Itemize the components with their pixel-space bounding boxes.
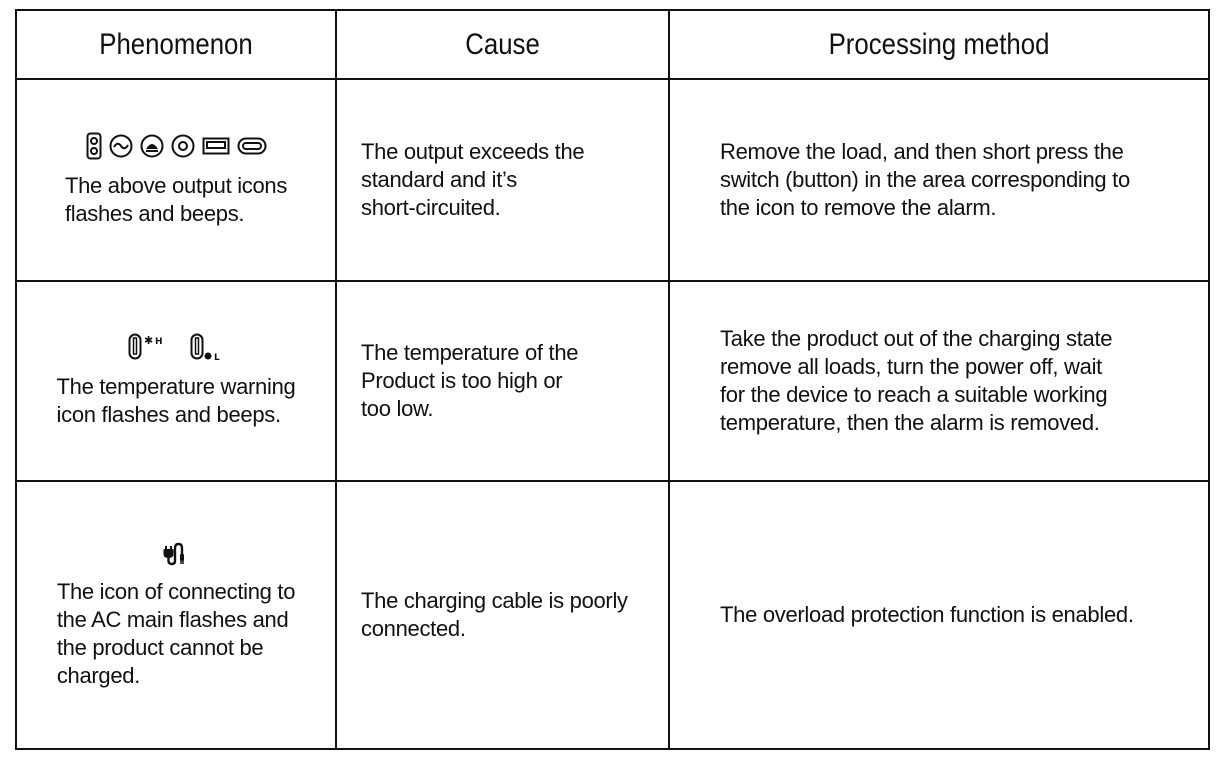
dc-round-port-icon bbox=[171, 134, 195, 158]
text-line: Remove the load, and then short press the bbox=[720, 139, 1124, 164]
text-line: The icon of connecting to bbox=[56, 579, 296, 604]
table-row bbox=[16, 481, 1209, 749]
usb-c-icon bbox=[237, 137, 267, 155]
phenomenon-text bbox=[57, 373, 296, 429]
processing-method-cell bbox=[669, 481, 1209, 749]
text-line: The temperature warning bbox=[56, 374, 296, 399]
text-line: flashes and beeps. bbox=[64, 201, 245, 226]
ac-outlet-icon bbox=[109, 134, 133, 158]
text-line: connected. bbox=[361, 616, 466, 641]
phenomenon-text bbox=[65, 172, 287, 228]
header-cause: Cause bbox=[359, 10, 645, 79]
text-line: short-circuited. bbox=[361, 195, 501, 220]
text-line: The charging cable is poorly bbox=[361, 588, 628, 613]
text-line: The overload protection function is enabled. bbox=[720, 602, 1134, 627]
high-label: H bbox=[155, 337, 163, 347]
text-line: Take the product out of the charging state bbox=[720, 326, 1113, 351]
cause-cell bbox=[336, 79, 669, 281]
text-line: switch (button) in the area corresponding to bbox=[720, 167, 1130, 192]
dc-socket-icon bbox=[86, 132, 102, 160]
text-line: the product cannot be bbox=[56, 635, 264, 660]
ac-plug-icon bbox=[163, 540, 189, 566]
text-line: temperature, then the alarm is removed. bbox=[720, 410, 1100, 435]
processing-method-cell bbox=[669, 79, 1209, 281]
text-line: charged. bbox=[56, 663, 141, 688]
text-line: Product is too high or bbox=[361, 368, 563, 393]
header-processing-method: Processing method bbox=[707, 10, 1171, 79]
text-line: The temperature of the bbox=[361, 340, 579, 365]
phenomenon-cell bbox=[16, 481, 336, 749]
high-temperature-icon bbox=[128, 333, 166, 361]
text-line: icon flashes and beeps. bbox=[56, 402, 281, 427]
table-header-row bbox=[16, 10, 1209, 79]
usb-a-icon bbox=[202, 137, 230, 155]
phenomenon-text bbox=[57, 578, 295, 690]
temperature-icons-group bbox=[17, 333, 335, 361]
header-phenomenon: Phenomenon bbox=[38, 10, 313, 79]
svg-text:✱: ✱ bbox=[144, 334, 154, 347]
text-line: the icon to remove the alarm. bbox=[720, 195, 997, 220]
car-charger-icon bbox=[140, 134, 164, 158]
text-line: standard and it’s bbox=[361, 167, 517, 192]
table-row bbox=[16, 79, 1209, 281]
table-row bbox=[16, 281, 1209, 481]
troubleshooting-table bbox=[15, 9, 1210, 750]
cause-cell bbox=[336, 481, 669, 749]
text-line: remove all loads, turn the power off, wait bbox=[720, 354, 1102, 379]
processing-method-cell bbox=[669, 281, 1209, 481]
ac-icon-group bbox=[17, 540, 335, 566]
phenomenon-cell bbox=[16, 281, 336, 481]
phenomenon-cell bbox=[16, 79, 336, 281]
text-line: too low. bbox=[361, 396, 434, 421]
text-line: The output exceeds the bbox=[361, 139, 585, 164]
text-line: The above output icons bbox=[64, 173, 288, 198]
text-line: the AC main flashes and bbox=[56, 607, 289, 632]
low-label: L bbox=[214, 353, 220, 361]
output-icons-group bbox=[17, 132, 335, 160]
text-line: for the device to reach a suitable working bbox=[720, 382, 1108, 407]
cause-cell bbox=[336, 281, 669, 481]
low-temperature-icon bbox=[190, 333, 224, 361]
